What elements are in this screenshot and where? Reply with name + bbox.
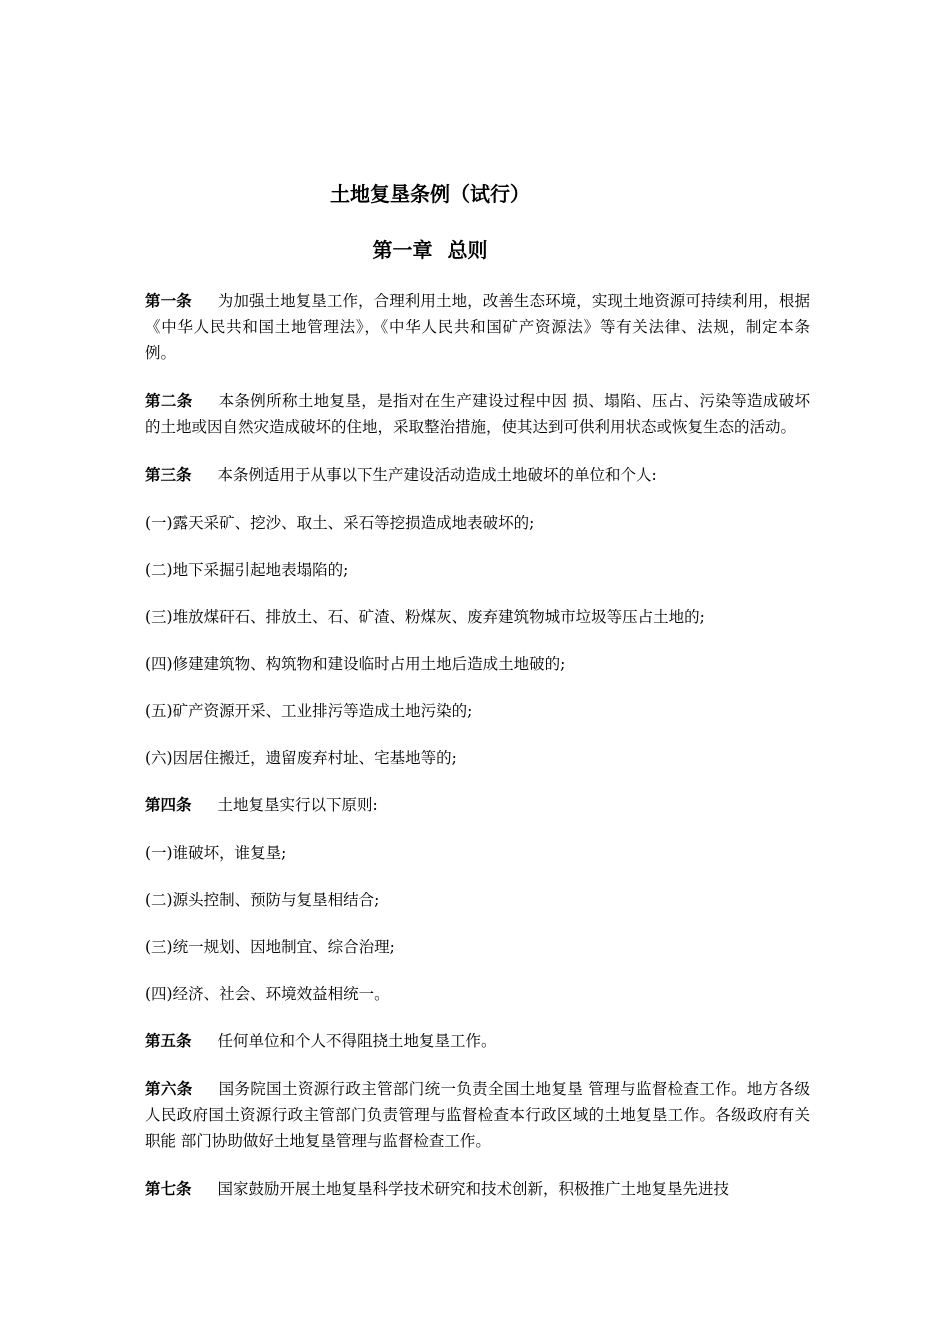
article-text: 任何单位和个人不得阻挠土地复垦工作。 bbox=[217, 1032, 497, 1050]
list-item: (二)地下采掘引起地表塌陷的; bbox=[145, 561, 349, 579]
article-label: 第四条 bbox=[145, 796, 192, 814]
list-item: (二)源头控制、预防与复垦相结合; bbox=[145, 891, 380, 909]
article-2 bbox=[145, 388, 810, 440]
article-text: 本条例适用于从事以下生产建设活动造成土地破坏的单位和个人: bbox=[217, 466, 657, 484]
article-1 bbox=[145, 288, 810, 366]
list-item: (一)露天采矿、挖沙、取土、采石等挖损造成地表破坏的; bbox=[145, 514, 535, 532]
article-label: 第五条 bbox=[145, 1032, 192, 1050]
article-5 bbox=[145, 1028, 810, 1054]
article-label: 第六条 bbox=[145, 1080, 193, 1098]
chapter-heading: 第一章 总则 bbox=[372, 238, 488, 262]
document-title: 土地复垦条例（试行） bbox=[330, 182, 530, 206]
article-label: 第七条 bbox=[145, 1180, 192, 1198]
article-label: 第三条 bbox=[145, 466, 192, 484]
document-body bbox=[145, 288, 810, 1224]
article-text: 土地复垦实行以下原则: bbox=[217, 796, 378, 814]
article-label: 第一条 bbox=[145, 292, 192, 310]
article-label: 第二条 bbox=[145, 392, 193, 410]
list-item: (五)矿产资源开采、工业排污等造成土地污染的; bbox=[145, 702, 473, 720]
article-7 bbox=[145, 1176, 810, 1202]
article-4 bbox=[145, 792, 810, 818]
article-3 bbox=[145, 462, 810, 488]
list-item: (六)因居住搬迁，遗留废弃村址、宅基地等的; bbox=[145, 749, 457, 767]
article-text: 国务院国土资源行政主管部门统一负责全国土地复垦 管理与监督检查工作。地方各级人民政府国土资源行政主管部门负责管理与监督检查本行政区域的土地复垦工作。各级政府有关职能 部门协助做好土地复垦管理与监督检查工作。 bbox=[145, 1080, 810, 1150]
article-6 bbox=[145, 1076, 810, 1154]
list-item: (四)修建建筑物、构筑物和建设临时占用土地后造成土地破的; bbox=[145, 655, 566, 673]
article-text: 国家鼓励开展土地复垦科学技术研究和技术创新，积极推广土地复垦先进技 bbox=[217, 1180, 730, 1198]
list-item: (三)统一规划、因地制宜、综合治理; bbox=[145, 938, 395, 956]
list-item: (一)谁破坏，谁复垦; bbox=[145, 844, 287, 862]
list-item: (四)经济、社会、环境效益相统一。 bbox=[145, 985, 390, 1003]
list-item: (三)堆放煤矸石、排放土、石、矿渣、粉煤灰、废弃建筑物城市垃圾等压占土地的; bbox=[145, 608, 705, 626]
article-text: 本条例所称土地复垦，是指对在生产建设过程中因 损、塌陷、压占、污染等造成破坏的土地或因自然灾造成破坏的住地，采取整治措施，使其达到可供利用状态或恢复生态的活动。 bbox=[145, 392, 810, 436]
article-text: 为加强土地复垦工作，合理利用土地，改善生态环境，实现土地资源可持续利用，根据《中华人民共和国土地管理法》，《中华人民共和国矿产资源法》等有关法律、法规，制定本条例。 bbox=[145, 292, 810, 362]
